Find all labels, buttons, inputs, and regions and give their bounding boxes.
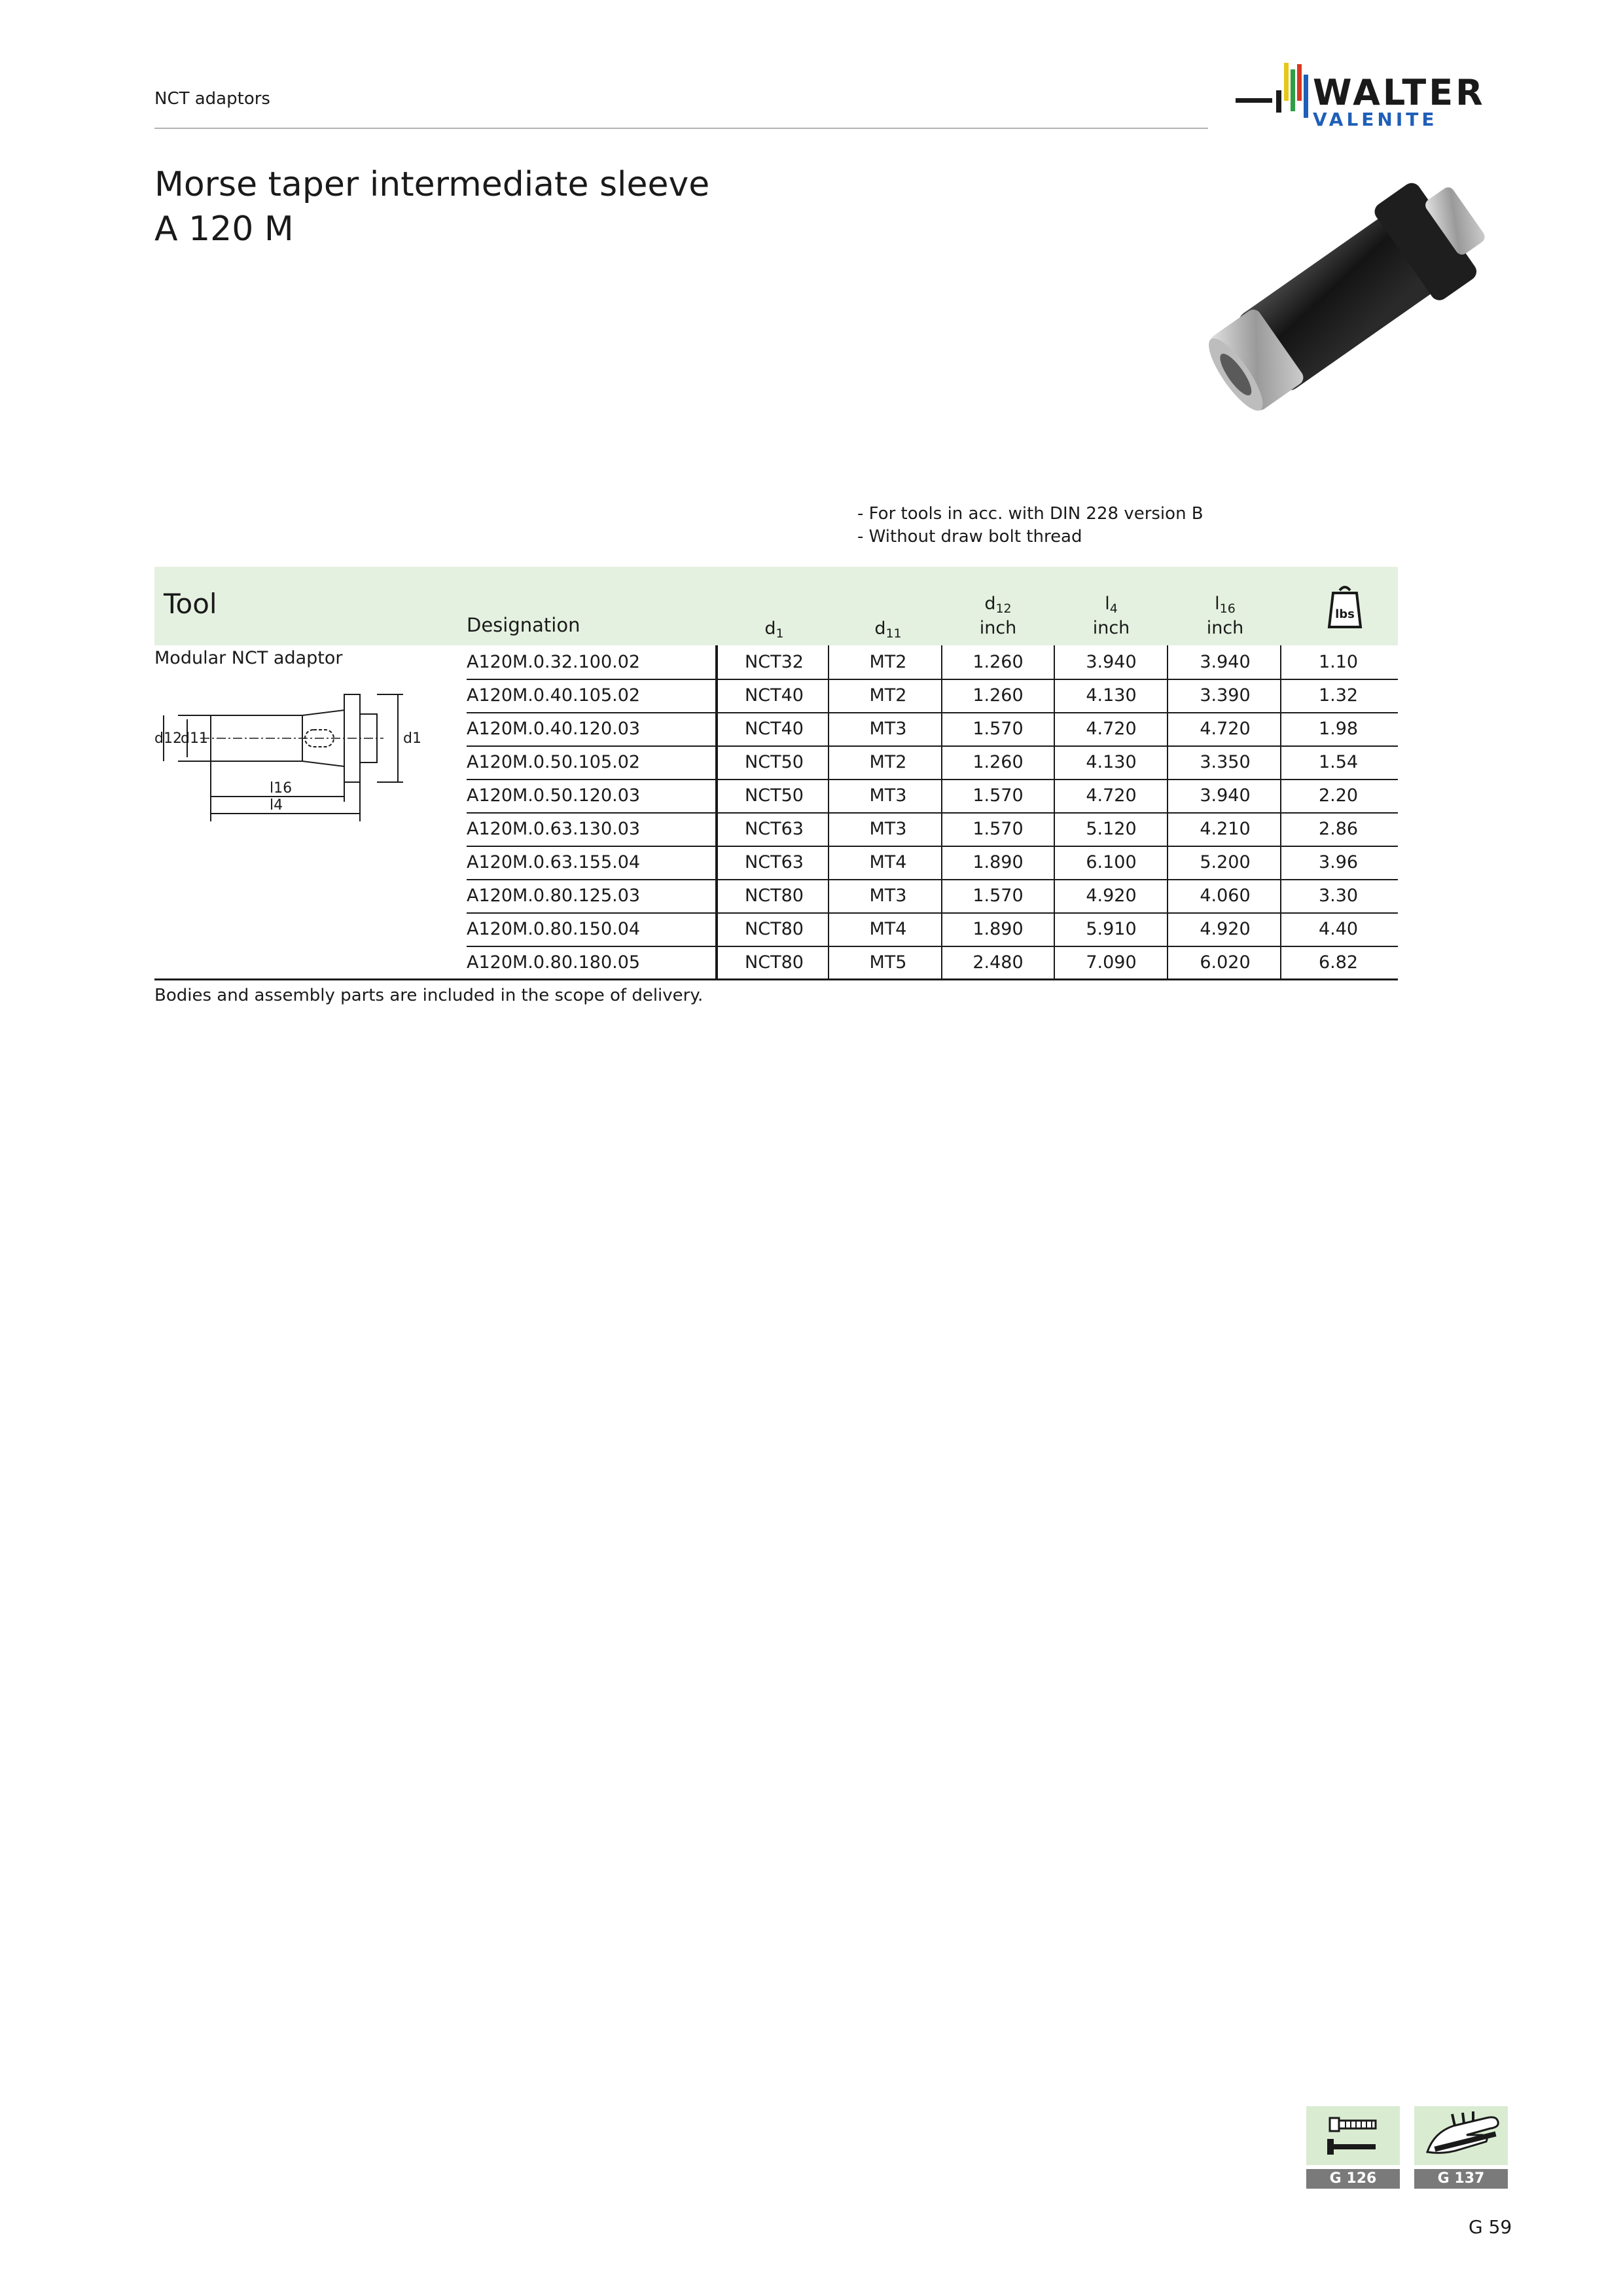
column-divider [1280,779,1281,812]
table-row [467,846,1398,880]
table-row [467,812,1398,847]
header-divider [154,128,1208,129]
table-row [467,679,1398,713]
table-row [467,745,1398,780]
cell-l4: 4.130 [1086,752,1137,772]
cell-d11: MT4 [869,919,907,939]
cell-weight: 4.40 [1318,919,1359,939]
column-divider [715,745,718,779]
cell-weight: 2.20 [1318,785,1359,806]
cell-l16: 3.940 [1200,785,1251,806]
technical-drawing [154,684,429,828]
column-divider [715,879,718,912]
cell-designation: A120M.0.32.100.02 [467,652,641,672]
reference-g126[interactable] [1306,2106,1400,2186]
cell-d11: MT3 [869,886,907,906]
table-heading: Tool [164,588,217,620]
cell-d1: NCT40 [745,719,804,739]
cell-l16: 3.390 [1200,685,1251,706]
table-row [467,645,1398,680]
cell-designation: A120M.0.50.105.02 [467,752,641,772]
hand-wrench-icon [1414,2106,1508,2165]
column-divider [1054,679,1055,712]
column-header-l4: $l_4$ inch [1092,594,1130,638]
cell-weight: 1.32 [1318,685,1359,706]
section-label: NCT adaptors [154,89,270,109]
cell-l4: 4.130 [1086,685,1137,706]
column-divider [715,779,718,812]
column-divider [1167,812,1168,846]
cell-designation: A120M.0.80.150.04 [467,919,641,939]
cell-l16: 4.920 [1200,919,1251,939]
cell-l16: 3.350 [1200,752,1251,772]
cell-l16: 3.940 [1200,652,1251,672]
column-divider [828,812,829,846]
column-divider [941,912,942,946]
cell-weight: 1.98 [1318,719,1359,739]
label-l16: l16 [270,780,293,797]
column-divider [715,812,718,846]
logo-text-bottom: VALENITE [1313,109,1438,130]
column-divider [941,645,942,679]
page-number: G 59 [1469,2216,1512,2238]
bolt-icon [1306,2106,1400,2165]
cell-d11: MT2 [869,752,907,772]
cell-l16: 4.210 [1200,819,1251,839]
column-divider [715,679,718,712]
cell-d1: NCT80 [745,886,804,906]
logo-text-top: WALTER [1313,72,1486,113]
cell-d1: NCT63 [745,819,804,839]
column-divider [1167,712,1168,745]
column-divider [1280,745,1281,779]
column-divider [1054,812,1055,846]
column-divider [1167,846,1168,879]
cell-designation: A120M.0.63.130.03 [467,819,641,839]
cell-l4: 5.910 [1086,919,1137,939]
column-header-d12: $d_{12}$ inch [979,594,1017,638]
svg-text:lbs: lbs [1335,607,1355,621]
column-divider [1054,912,1055,946]
column-divider [1167,645,1168,679]
column-divider [1167,879,1168,912]
column-divider [941,779,942,812]
reference-label: G 137 [1414,2169,1508,2189]
cell-d11: MT3 [869,719,907,739]
column-header-d1: $d_1$ [764,619,784,641]
column-header-l16: $l_{16}$ inch [1206,594,1244,638]
cell-d12: 1.570 [972,719,1024,739]
notes [857,503,1204,548]
column-divider [941,679,942,712]
column-divider [1054,879,1055,912]
column-divider [1280,946,1281,979]
column-divider [828,679,829,712]
table-row [467,912,1398,947]
cell-weight: 1.10 [1318,652,1359,672]
cell-l16: 4.060 [1200,886,1251,906]
cell-d12: 1.260 [972,685,1024,706]
cell-l4: 5.120 [1086,819,1137,839]
column-divider [715,912,718,946]
product-photo [1191,156,1531,418]
column-divider [828,846,829,879]
cell-d11: MT2 [869,685,907,706]
label-l4: l4 [270,797,283,814]
column-divider [1167,946,1168,979]
footnote: Bodies and assembly parts are included in the scope of delivery. [154,986,704,1005]
cell-d12: 1.260 [972,752,1024,772]
note-item: - Without draw bolt thread [857,527,1082,547]
cell-d11: MT5 [869,952,907,973]
cell-designation: A120M.0.63.155.04 [467,852,641,872]
cell-weight: 1.54 [1318,752,1359,772]
column-divider [1167,745,1168,779]
cell-d12: 1.570 [972,886,1024,906]
reference-label: G 126 [1306,2169,1400,2189]
cell-l4: 7.090 [1086,952,1137,973]
cell-l4: 6.100 [1086,852,1137,872]
cell-weight: 3.30 [1318,886,1359,906]
weight-icon [1325,581,1364,634]
cell-d1: NCT50 [745,752,804,772]
cell-d1: NCT80 [745,919,804,939]
column-header-designation: Designation [467,614,580,636]
column-divider [828,745,829,779]
cell-designation: A120M.0.80.180.05 [467,952,641,973]
column-divider [1280,879,1281,912]
column-divider [828,879,829,912]
cell-d12: 2.480 [972,952,1024,973]
table-row [467,879,1398,914]
column-divider [828,645,829,679]
cell-weight: 6.82 [1318,952,1359,973]
cell-d11: MT2 [869,652,907,672]
table-row [467,712,1398,747]
label-d1: d1 [403,730,421,747]
table-row [467,779,1398,814]
column-divider [1167,779,1168,812]
column-divider [1280,645,1281,679]
cell-l4: 3.940 [1086,652,1137,672]
column-divider [941,879,942,912]
cell-designation: A120M.0.40.105.02 [467,685,641,706]
column-divider [715,946,718,979]
cell-l4: 4.720 [1086,785,1137,806]
cell-d12: 1.570 [972,819,1024,839]
cell-l16: 4.720 [1200,719,1251,739]
cell-designation: A120M.0.50.120.03 [467,785,641,806]
walter-valenite-logo [1236,58,1518,136]
column-divider [1280,679,1281,712]
cell-d11: MT3 [869,819,907,839]
label-d11: d11 [181,730,208,747]
column-divider [941,846,942,879]
cell-l4: 4.720 [1086,719,1137,739]
note-item: - For tools in acc. with DIN 228 version B [857,504,1204,524]
column-divider [1167,912,1168,946]
cell-d1: NCT50 [745,785,804,806]
column-divider [1054,779,1055,812]
column-divider [1280,912,1281,946]
cell-l16: 5.200 [1200,852,1251,872]
column-divider [1054,946,1055,979]
table-row [467,946,1398,980]
column-divider [828,779,829,812]
column-divider [1054,745,1055,779]
cell-l4: 4.920 [1086,886,1137,906]
column-divider [1167,679,1168,712]
page-title [154,162,709,251]
cell-d11: MT3 [869,785,907,806]
column-divider [941,946,942,979]
column-divider [1280,846,1281,879]
column-divider [828,946,829,979]
cell-d12: 1.570 [972,785,1024,806]
cell-d1: NCT32 [745,652,804,672]
cell-designation: A120M.0.40.120.03 [467,719,641,739]
title-line-1: Morse taper intermediate sleeve [154,165,710,204]
table-bottom-rule [154,978,1398,980]
title-line-2: A 120 M [154,209,294,249]
cell-d1: NCT80 [745,952,804,973]
cell-d11: MT4 [869,852,907,872]
column-divider [715,846,718,879]
column-header-d11: $d_{11}$ [874,619,902,641]
cell-l16: 6.020 [1200,952,1251,973]
cell-d12: 1.260 [972,652,1024,672]
cell-designation: A120M.0.80.125.03 [467,886,641,906]
cell-d12: 1.890 [972,919,1024,939]
label-d12: d12 [154,730,182,747]
column-divider [1280,812,1281,846]
column-divider [941,745,942,779]
column-divider [941,712,942,745]
column-divider [1054,712,1055,745]
reference-g137[interactable] [1414,2106,1508,2186]
column-divider [715,645,718,679]
column-divider [1054,645,1055,679]
column-divider [941,812,942,846]
column-divider [715,712,718,745]
column-divider [828,912,829,946]
cell-weight: 2.86 [1318,819,1359,839]
tool-type-label: Modular NCT adaptor [154,648,343,668]
cell-d1: NCT40 [745,685,804,706]
column-divider [828,712,829,745]
cell-d1: NCT63 [745,852,804,872]
cell-weight: 3.96 [1318,852,1359,872]
cell-d12: 1.890 [972,852,1024,872]
column-divider [1280,712,1281,745]
column-divider [1054,846,1055,879]
